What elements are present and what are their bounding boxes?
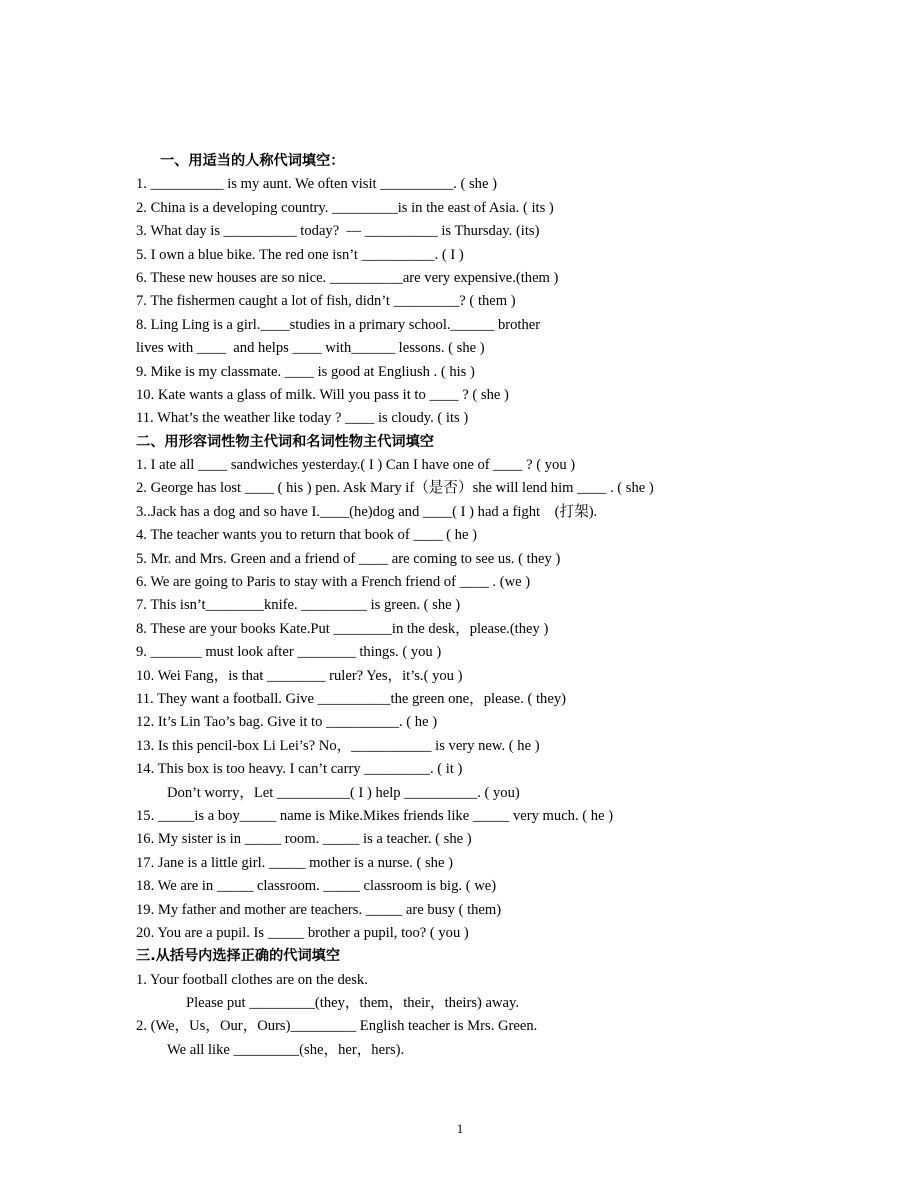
exercise-line: Please put _________(they，them，their，theirs) away. — [186, 995, 520, 1012]
exercise-line: Don’t worry，Let __________( I ) help __________. ( you) — [167, 784, 520, 801]
exercise-line: 2. (We，Us，Our，Ours)_________ English teacher is Mrs. Green. — [136, 1018, 538, 1035]
worksheet-body — [136, 150, 736, 1062]
section-3-heading: 三.从括号内选择正确的代词填空 — [136, 948, 341, 965]
exercise-line: 4. The teacher wants you to return that book of ____ ( he ) — [136, 527, 477, 544]
exercise-line: 9. _______ must look after ________ things. ( you ) — [136, 644, 442, 661]
exercise-line: 12. It’s Lin Tao’s bag. Give it to __________. ( he ) — [136, 714, 438, 731]
exercise-line: 7. The fishermen caught a lot of fish, didn’t _________? ( them ) — [136, 293, 516, 310]
section-2-heading: 二、用形容词性物主代词和名词性物主代词填空 — [136, 433, 434, 450]
exercise-line: 11. What’s the weather like today ? ____ is cloudy. ( its ) — [136, 410, 469, 427]
exercise-line: 6. We are going to Paris to stay with a French friend of ____ . (we ) — [136, 574, 531, 591]
exercise-line: 2. China is a developing country. _________is in the east of Asia. ( its ) — [136, 199, 554, 216]
exercise-line: 3..Jack has a dog and so have I.____(he)dog and ____( I ) had a fight (打架). — [136, 503, 598, 520]
exercise-line: 19. My father and mother are teachers. _____ are busy ( them) — [136, 901, 502, 918]
exercise-line: 11. They want a football. Give __________the green one，please. ( they) — [136, 690, 566, 707]
exercise-line: 6. These new houses are so nice. __________are very expensive.(them ) — [136, 269, 559, 286]
section-1-heading: 一、用适当的人称代词填空： — [160, 153, 345, 169]
exercise-line: 5. Mr. and Mrs. Green and a friend of ____ are coming to see us. ( they ) — [136, 550, 561, 567]
exercise-line: 2. George has lost ____ ( his ) pen. Ask Mary if（是否）she will lend him ____ . ( she ) — [136, 480, 654, 497]
exercise-line: 13. Is this pencil-box Li Lei’s? No，___________ is very new. ( he ) — [136, 737, 540, 754]
exercise-line: 15. _____is a boy_____ name is Mike.Mikes friends like _____ very much. ( he ) — [136, 807, 614, 824]
page-number: 1 — [456, 1121, 464, 1136]
exercise-line: 20. You are a pupil. Is _____ brother a pupil, too? ( you ) — [136, 924, 469, 941]
exercise-line: 1. __________ is my aunt. We often visit __________. ( she ) — [136, 176, 497, 193]
exercise-line: 7. This isn’t________knife. _________ is green. ( she ) — [136, 597, 461, 614]
exercise-line: 18. We are in _____ classroom. _____ classroom is big. ( we) — [136, 878, 497, 895]
exercise-line: 16. My sister is in _____ room. _____ is a teacher. ( she ) — [136, 831, 472, 848]
exercise-line: 1. Your football clothes are on the desk. — [136, 971, 368, 988]
exercise-line: 17. Jane is a little girl. _____ mother is a nurse. ( she ) — [136, 854, 453, 871]
exercise-line: 9. Mike is my classmate. ____ is good at Engliush . ( his ) — [136, 363, 475, 380]
exercise-line: 8. These are your books Kate.Put ________in the desk，please.(they ) — [136, 620, 549, 637]
exercise-line: 3. What day is __________ today? — __________ is Thursday. (its) — [136, 223, 540, 240]
exercise-line: lives with ____ and helps ____ with______ lessons. ( she ) — [136, 340, 485, 357]
exercise-line: 10. Wei Fang，is that ________ ruler? Yes，it’s.( you ) — [136, 667, 463, 684]
exercise-line: 14. This box is too heavy. I can’t carry _________. ( it ) — [136, 761, 463, 778]
exercise-line: We all like _________(she，her，hers). — [167, 1041, 405, 1058]
exercise-line: 5. I own a blue bike. The red one isn’t __________. ( I ) — [136, 246, 464, 263]
exercise-line: 8. Ling Ling is a girl.____studies in a primary school.______ brother — [136, 316, 541, 333]
exercise-line: 1. I ate all ____ sandwiches yesterday.( I ) Can I have one of ____ ? ( you ) — [136, 457, 576, 474]
exercise-line: 10. Kate wants a glass of milk. Will you pass it to ____ ? ( she ) — [136, 386, 509, 403]
